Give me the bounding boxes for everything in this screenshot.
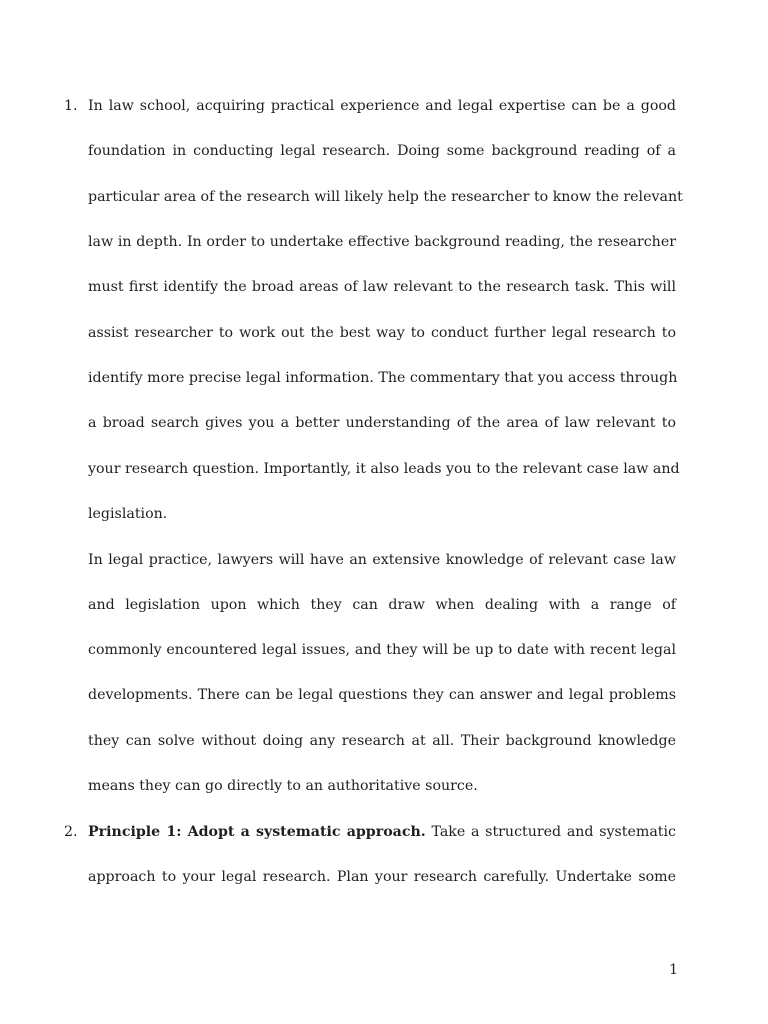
paragraph-line: legislation. [88, 506, 168, 522]
paragraph-line: developments. There can be legal questions they can answer and legal problems [88, 687, 676, 703]
paragraph-text: Take a structured and systematic [425, 824, 676, 840]
page-number: 1 [669, 962, 678, 978]
paragraph-line: your research question. Importantly, it also leads you to the relevant case law and [88, 461, 680, 477]
paragraph-line: In legal practice, lawyers will have an extensive knowledge of relevant case law [88, 552, 676, 568]
list-number: 2. [64, 824, 78, 840]
paragraph-line: commonly encountered legal issues, and they will be up to date with recent legal [88, 642, 676, 658]
paragraph-line: foundation in conducting legal research. Doing some background reading of a [88, 143, 676, 159]
paragraph-line: means they can go directly to an authoritative source. [88, 778, 478, 794]
paragraph-line: they can solve without doing any research at all. Their background knowledge [88, 733, 676, 749]
paragraph-line: must first identify the broad areas of law relevant to the research task. This will [88, 279, 676, 295]
paragraph-line: identify more precise legal information. The commentary that you access through [88, 370, 678, 386]
paragraph-line: In law school, acquiring practical experience and legal expertise can be a good [88, 98, 676, 114]
paragraph-line: assist researcher to work out the best way to conduct further legal research to [88, 325, 676, 341]
principle-heading: Principle 1: Adopt a systematic approach. [88, 824, 426, 840]
paragraph-line: particular area of the research will likely help the researcher to know the relevant [88, 189, 683, 205]
paragraph-line: law in depth. In order to undertake effective background reading, the researcher [88, 234, 676, 250]
paragraph-line [88, 820, 676, 844]
paragraph-line: approach to your legal research. Plan your research carefully. Undertake some [88, 869, 676, 885]
paragraph-line: and legislation upon which they can draw when dealing with a range of [88, 597, 676, 613]
list-number: 1. [64, 98, 78, 114]
paragraph-line: a broad search gives you a better understanding of the area of law relevant to [88, 415, 676, 431]
